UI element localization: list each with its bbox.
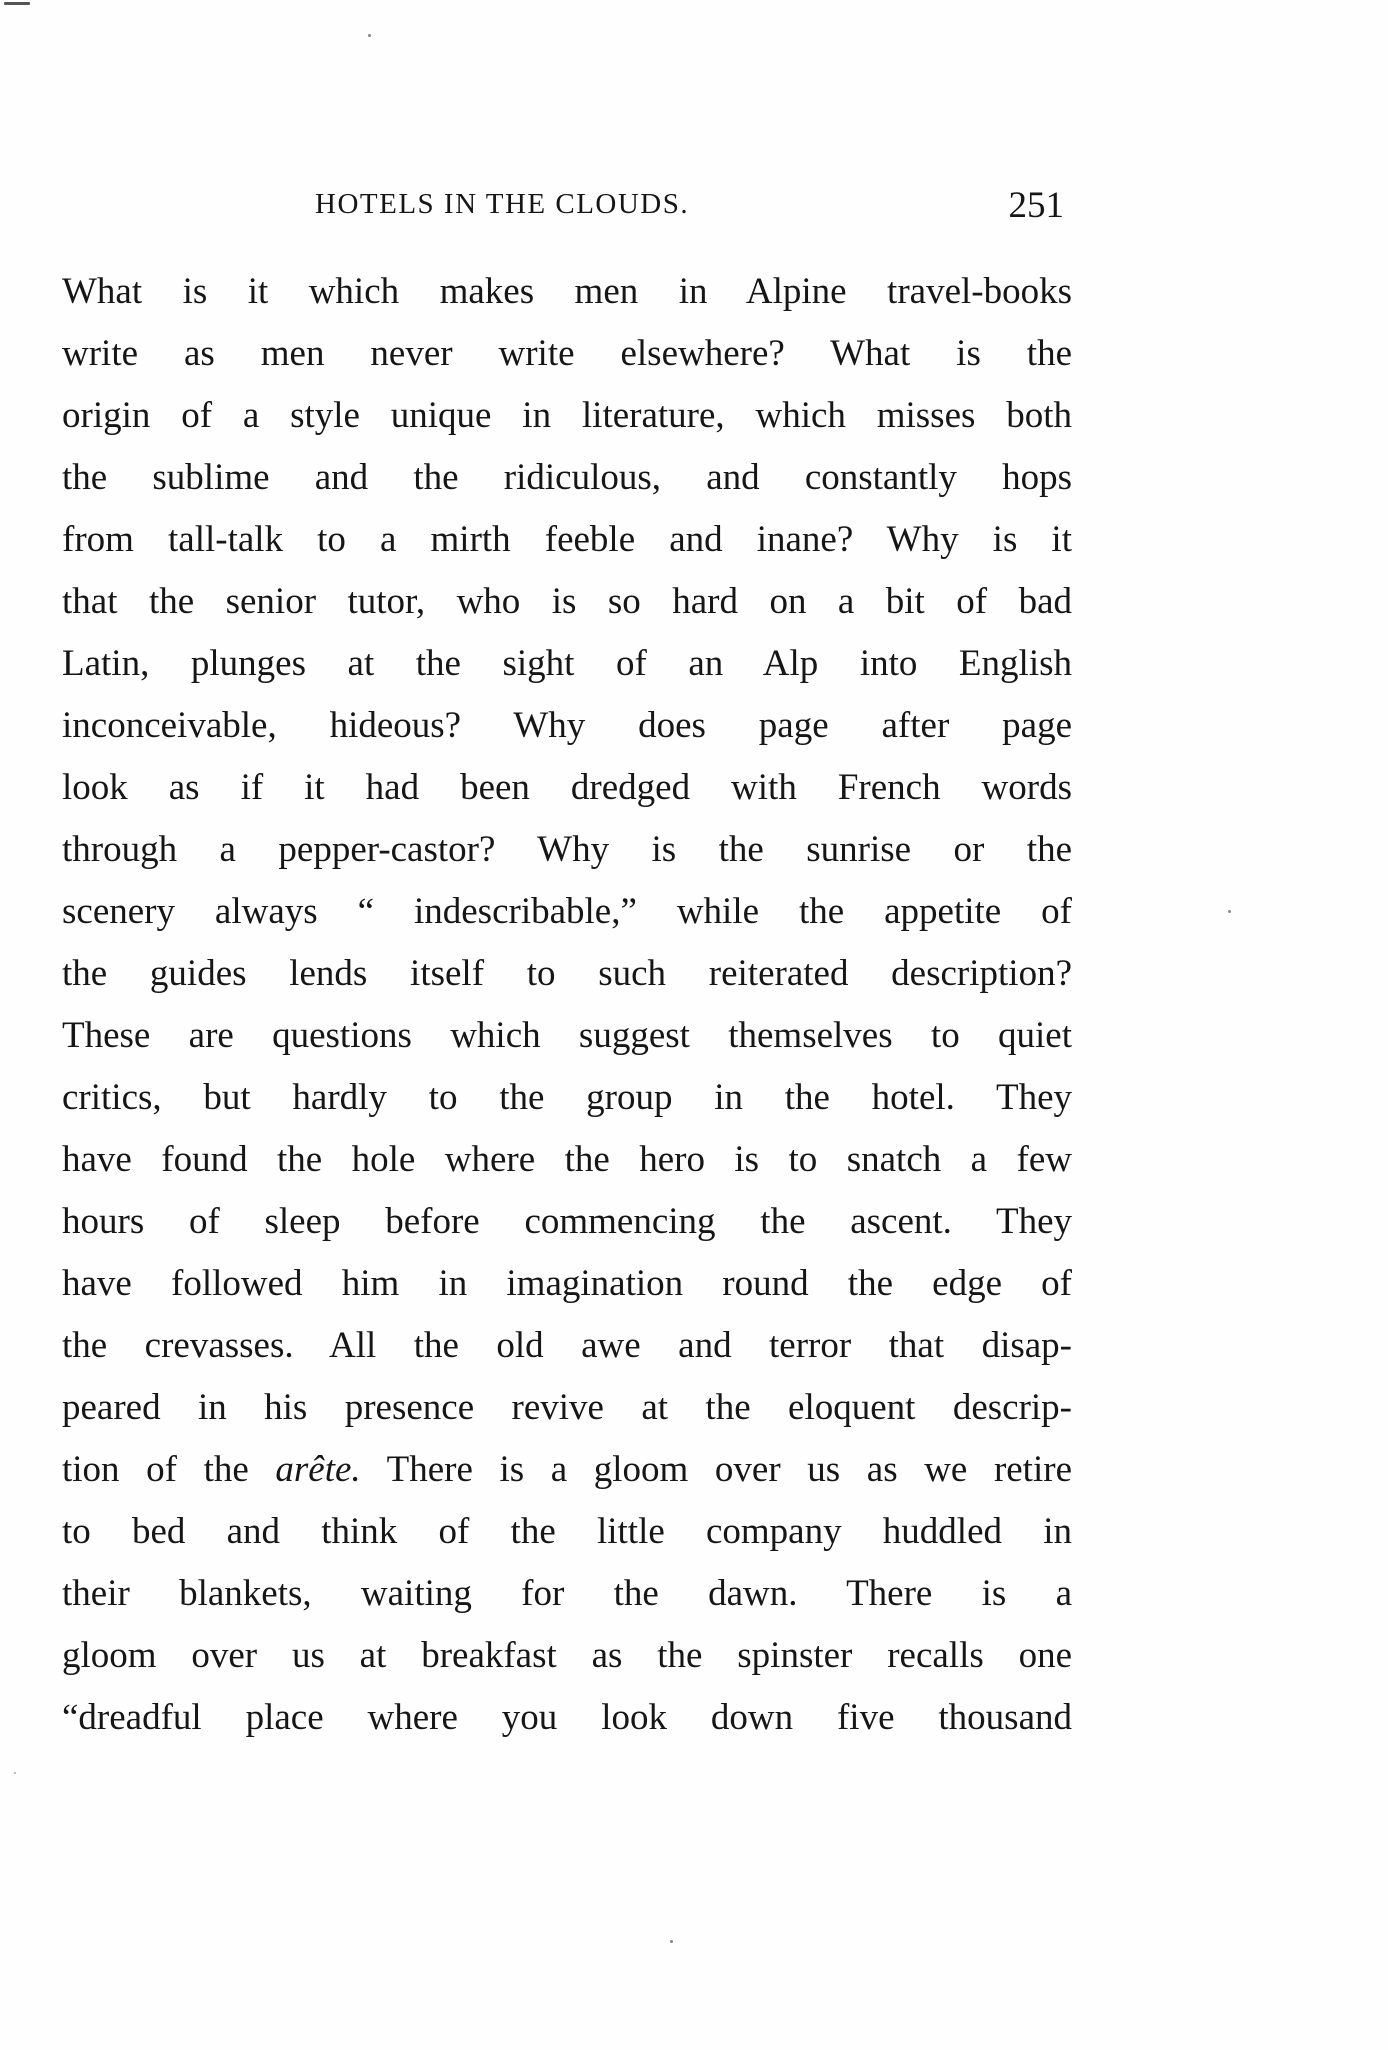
- paper-speck: [4, 2, 30, 5]
- text-line: look as if it had been dredged with French words: [62, 767, 1072, 808]
- text-line: have found the hole where the hero is to snatch a few: [62, 1139, 1072, 1180]
- text-segment: There is a gloom over us as we retire: [360, 1449, 1072, 1490]
- text-line: hours of sleep before commencing the ascent. They: [62, 1201, 1072, 1242]
- text-line: through a pepper-castor? Why is the sunrise or the: [62, 829, 1072, 870]
- text-line: their blankets, waiting for the dawn. There is a: [62, 1573, 1072, 1614]
- page-number: 251: [1008, 185, 1064, 226]
- text-line: gloom over us at breakfast as the spinster recalls one: [62, 1635, 1072, 1676]
- paper-speck: [670, 1940, 673, 1943]
- text-line: write as men never write elsewhere? What is the: [62, 333, 1072, 374]
- text-line: origin of a style unique in literature, which misses both: [62, 395, 1072, 436]
- text-line: inconceivable, hideous? Why does page after page: [62, 705, 1072, 746]
- text-line: from tall-talk to a mirth feeble and inane? Why is it: [62, 519, 1072, 560]
- paper-speck: [368, 34, 371, 37]
- text-line: Latin, plunges at the sight of an Alp into English: [62, 643, 1072, 684]
- text-segment: tion of the: [62, 1449, 276, 1490]
- paper-speck: [14, 1772, 16, 1774]
- text-line: “dreadful place where you look down five thousand: [62, 1697, 1072, 1738]
- paper-speck: [1228, 910, 1231, 913]
- text-line: scenery always “ indescribable,” while the appetite of: [62, 891, 1072, 932]
- body-text: [62, 261, 1072, 1749]
- text-line: the guides lends itself to such reiterated description?: [62, 953, 1072, 994]
- text-line: What is it which makes men in Alpine travel-books: [62, 271, 1072, 312]
- text-line: have followed him in imagination round the edge of: [62, 1263, 1072, 1304]
- running-head: [62, 184, 1072, 234]
- text-line: These are questions which suggest themselves to quiet: [62, 1015, 1072, 1056]
- text-line: peared in his presence revive at the eloquent descrip-: [62, 1387, 1072, 1428]
- running-title: HOTELS IN THE CLOUDS.: [315, 188, 690, 220]
- text-line: the sublime and the ridiculous, and constantly hops: [62, 457, 1072, 498]
- text-line-with-italic: [62, 1439, 1072, 1501]
- text-line: that the senior tutor, who is so hard on a bit of bad: [62, 581, 1072, 622]
- italic-word: arête.: [275, 1449, 361, 1490]
- text-line: critics, but hardly to the group in the hotel. They: [62, 1077, 1072, 1118]
- text-line: the crevasses. All the old awe and terror that disap-: [62, 1325, 1072, 1366]
- text-line: to bed and think of the little company huddled in: [62, 1511, 1072, 1552]
